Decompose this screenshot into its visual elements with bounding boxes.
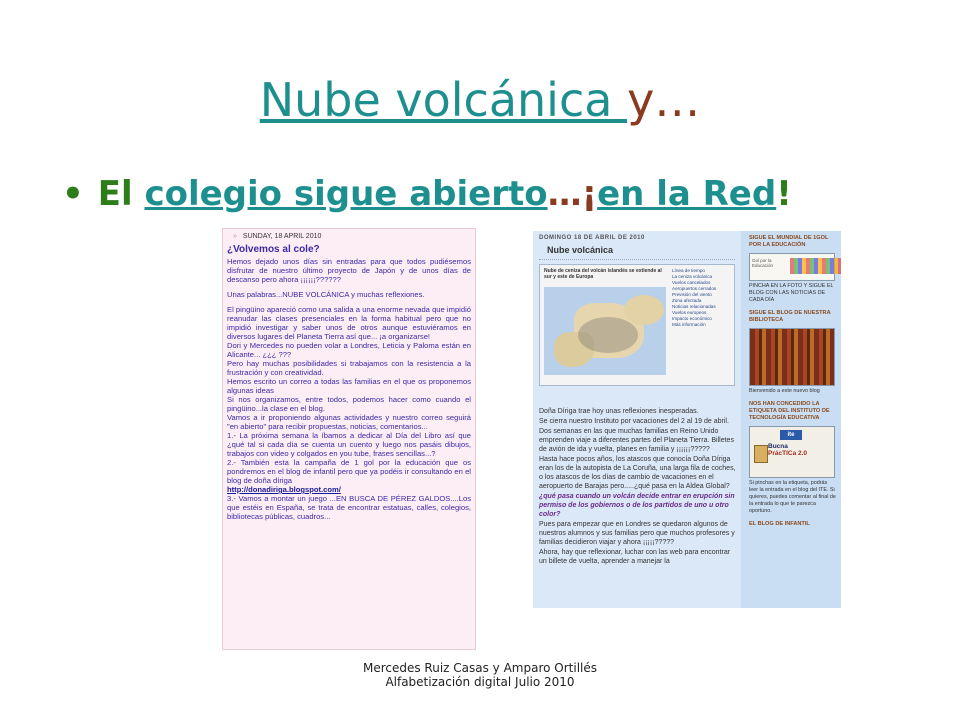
map-side-item: Zona afectada (672, 298, 702, 303)
children-row-shape (790, 258, 841, 274)
left-blog-post-title: ¿Volvemos al cole? (227, 244, 320, 255)
right-blog-text (539, 407, 737, 567)
map-heading: Nube de ceniza del volcán islandés se extiende al sur y este de Europa (544, 268, 662, 280)
europe-map (544, 287, 666, 375)
right-blog-highlight: ¿qué pasa cuando un volcán decide entrar en erupción sin permiso de los gobiernos o de los partidos de uno u otro color? (539, 493, 735, 518)
map-side-item: La ceniza volcánica (672, 274, 713, 279)
map-side-item: Aeropuertos cerrados (672, 286, 717, 291)
footer-authors: Mercedes Ruiz Casas y Amparo Ortillés (362, 661, 598, 675)
sidebar-heading: NOS HAN CONCEDIDO LA ETIQUETA DEL INSTITUTO DE TECNOLOGÍA EDUCATIVA (749, 401, 830, 421)
left-blog-paragraph: 3.- Vamos a montar un juego ...EN BUSCA DE PÉREZ GALDOS....Los que estéis en España, se trata de encontrar estatuas, calles, colegios, bibliotecas públicas, cuadros... (227, 494, 471, 521)
slide-footer (0, 661, 960, 689)
bullet-prefix: El (97, 174, 145, 214)
right-blog-paragraph: Doña Díriga trae hoy unas reflexiones inesperadas. (539, 408, 699, 415)
sidebar-text: PINCHA EN LA FOTO Y SIGUE EL BLOG CON LAS NOTICIAS DE CADA DÍA (749, 283, 834, 303)
bullet-suffix: ! (776, 174, 792, 214)
left-blog-paragraph: Hemos dejado unos días sin entradas para que todos pudiésemos disfrutar de nuestro último proyecto de Japón y de unos días de descanso pero ahora ¡¡¡¡¡¡?????? (227, 257, 471, 284)
right-blog-paragraph: Ahora, hay que reflexionar, luchar con las web para encontrar un billete de vuelta, aprender a manejar la (539, 549, 731, 565)
right-blog-sidebar (743, 231, 841, 608)
sidebar-text: Si pinchas en la etiqueta, podrás leer la entrada en el blog del ITE. Si quieres, puedes comentar al final de la entrada lo que te parezca oportuno. (749, 480, 836, 514)
badge-line: Bucna (768, 443, 788, 450)
gol-image-label: Gol por la Educación (752, 258, 774, 268)
sidebar-heading: EL BLOG DE INFANTIL (749, 521, 810, 527)
left-blog-paragraph: Dori y Mercedes no pueden volar a Londres, Leticia y Paloma están en Alicante... ¿¿¿ ??? (227, 341, 471, 359)
left-blog-paragraph: 1.- La próxima semana la íbamos a dedicar al Día del Libro así que ¿qué tal si cada día se cuenta un cuento y luego nos pasáis dibujos, trabajos con video y colgados en you tube, frases sencillas...? (227, 431, 471, 458)
title-rest: y… (627, 73, 701, 127)
footer-course: Alfabetización digital Julio 2010 (385, 675, 575, 689)
left-blog-screenshot (222, 228, 476, 650)
map-side-item: Más información (672, 322, 706, 327)
map-side-item: Vuelos europeos (672, 310, 707, 315)
sidebar-heading: SIGUE EL BLOG DE NUESTRA BIBLIOTECA (749, 310, 831, 323)
right-blog-screenshot (533, 231, 841, 608)
right-blog-post-title: Nube volcánica (539, 245, 735, 260)
left-blog-paragraph: El pingüino apareció como una salida a una enorme nevada que impidió reanudar las clases presenciales en la forma habitual pero que no impidió investigar y saber unos de otros aunque estuviéramos en diversos lugares del Planeta Tierra así que... ¡a organizarse! (227, 305, 471, 341)
map-side-item: Vuelos cancelados (672, 280, 711, 285)
map-side-item: Línea de tiempo (672, 268, 705, 273)
buena-practica-badge[interactable] (749, 426, 835, 478)
left-blog-paragraph: 2.- También esta la campaña de 1 gol por la educación que os pondremos en el blog de infantil pero que ya podéis ir consultando en el blog de doña díriga (227, 458, 471, 485)
map-side-item: Noticias relacionadas (672, 304, 716, 309)
right-blog-post (533, 231, 741, 608)
bullet-line (62, 174, 792, 214)
gol-educacion-image[interactable] (749, 253, 835, 281)
volcano-ash-map-image[interactable] (539, 264, 735, 386)
left-blog-paragraph: Pero hay muchas posibilidades si trabajamos con la resistencia a la frustración y con creatividad. (227, 359, 471, 377)
slide-title (0, 72, 960, 128)
ite-logo: ite (780, 430, 802, 440)
map-side-list (672, 268, 746, 380)
on-the-net-link[interactable]: en la Red (597, 174, 777, 214)
bullet-dot-icon: • (62, 174, 84, 214)
left-blog-date: SUNDAY, 18 APRIL 2010 (242, 233, 322, 240)
library-image[interactable] (749, 328, 835, 386)
left-blog-paragraph: Unas palabras...NUBE VOLCÁNICA y muchas reflexiones. (227, 290, 425, 299)
left-blog-paragraph: Si nos organizamos, entre todos, podemos hacer como cuando el pingüino...la clase en el blog. (227, 395, 471, 413)
right-blog-paragraph: Se cierra nuestro Instituto por vacaciones del 2 al 19 de abril. (539, 418, 729, 425)
title-link[interactable]: Nube volcánica (259, 73, 628, 127)
sidebar-text: Bienvenido a este nuevo blog (749, 388, 820, 394)
map-side-item: Previsión del viento (672, 292, 712, 297)
bullet-middle: …¡ (547, 174, 598, 214)
map-landmass (624, 295, 664, 325)
badge-box-shape (754, 445, 768, 463)
school-open-link[interactable]: colegio sigue abierto (144, 174, 548, 214)
badge-line: PrácTICa 2.0 (768, 450, 808, 457)
right-blog-date: DOMINGO 18 DE ABRIL DE 2010 (539, 235, 645, 241)
left-blog-date-row (223, 229, 475, 240)
map-side-item: Impacto económico (672, 316, 712, 321)
right-blog-paragraph: Hasta hace pocos años, los atascos que conocía Doña Díriga eran los de la autopista de La Coruña, una larga fila de coches, o los atascos de los días de cambio de vacaciones en el aeropuerto de Barajas pero.....¿qué pasa en la Aldea Global? (539, 456, 736, 490)
ash-cloud-shape (578, 317, 638, 353)
badge-text (768, 443, 807, 457)
right-blog-paragraph: Dos semanas en las que muchas familias en Reino Unido emprenden viaje a diferentes partes del Planeta Tierra. Billetes de avión de ida y vuelta, planes en familia y ¡¡¡¡¡¡????? (539, 428, 734, 453)
donadiriga-blog-link[interactable]: http://donadiriga.blogspot.com/ (227, 485, 341, 494)
left-blog-paragraph: Hemos escrito un correo a todas las familias en el que os proponemos algunas ideas (227, 377, 471, 395)
left-blog-paragraph: Vamos a ir proponiendo algunas actividades y nuestro correo seguirá "en abierto" para recibir propuestas, noticias, comentarios... (227, 413, 471, 431)
right-blog-paragraph: Pues para empezar que en Londres se quedaron algunos de nuestros alumnos y sus familias pero que muchos profesores y familias decidieron viajar y ahora ¡¡¡¡¡????? (539, 521, 735, 546)
double-arrow-icon: » (233, 233, 237, 240)
sidebar-heading: SIGUE EL MUNDIAL DE 1GOL POR LA EDUCACIÓN (749, 235, 829, 248)
